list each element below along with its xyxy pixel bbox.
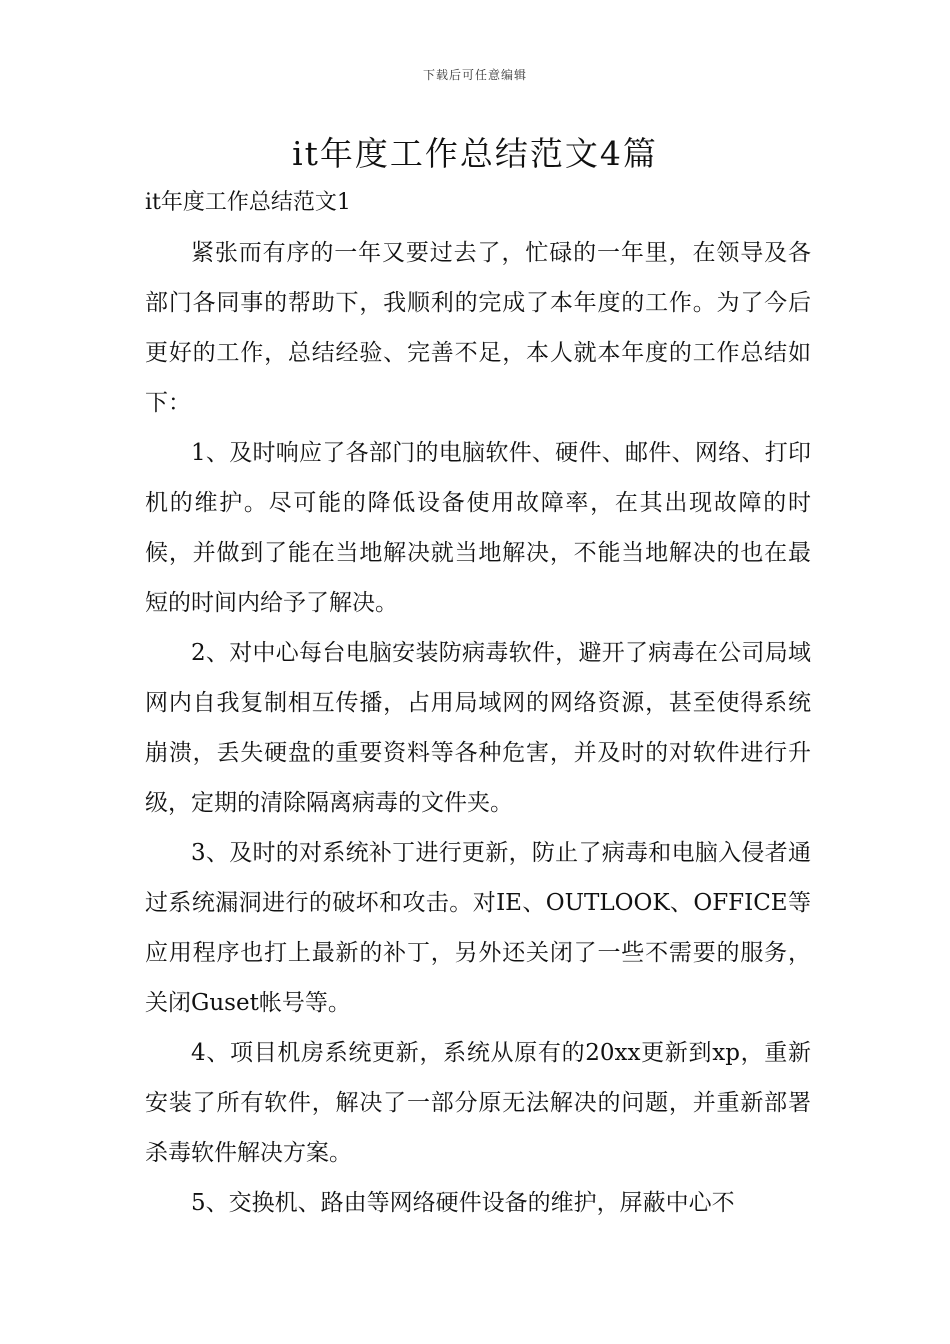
document-body <box>145 228 811 1228</box>
paragraph-item-2: 2、对中心每台电脑安装防病毒软件，避开了病毒在公司局域网内自我复制相互传播，占用局域网的网络资源，甚至使得系统崩溃，丢失硬盘的重要资料等各种危害，并及时的对软件进行升级，定期的清除隔离病毒的文件夹。 <box>145 640 811 816</box>
section-heading: it年度工作总结范文1 <box>145 190 351 215</box>
paragraph-item-4: 4、项目机房系统更新，系统从原有的20xx更新到xp，重新安装了所有软件，解决了一部分原无法解决的问题，并重新部署杀毒软件解决方案。 <box>145 1040 811 1166</box>
paragraph-item-5: 5、交换机、路由等网络硬件设备的维护，屏蔽中心不 <box>191 1190 735 1216</box>
paragraph-intro: 紧张而有序的一年又要过去了，忙碌的一年里，在领导及各部门各同事的帮助下，我顺利的完成了本年度的工作。为了今后更好的工作，总结经验、完善不足，本人就本年度的工作总结如下： <box>145 240 811 416</box>
header-note: 下载后可任意编辑 <box>422 68 527 82</box>
paragraph-item-1: 1、及时响应了各部门的电脑软件、硬件、邮件、网络、打印机的维护。尽可能的降低设备使用故障率，在其出现故障的时候，并做到了能在当地解决就当地解决，不能当地解决的也在最短的时间内给予了解决。 <box>145 440 811 616</box>
paragraph-item-3: 3、及时的对系统补丁进行更新，防止了病毒和电脑入侵者通过系统漏洞进行的破坏和攻击。对IE、OUTLOOK、OFFICE等应用程序也打上最新的补丁，另外还关闭了一些不需要的服务，关闭Guset帐号等。 <box>145 840 811 1016</box>
document-title: it年度工作总结范文4篇 <box>292 134 658 173</box>
